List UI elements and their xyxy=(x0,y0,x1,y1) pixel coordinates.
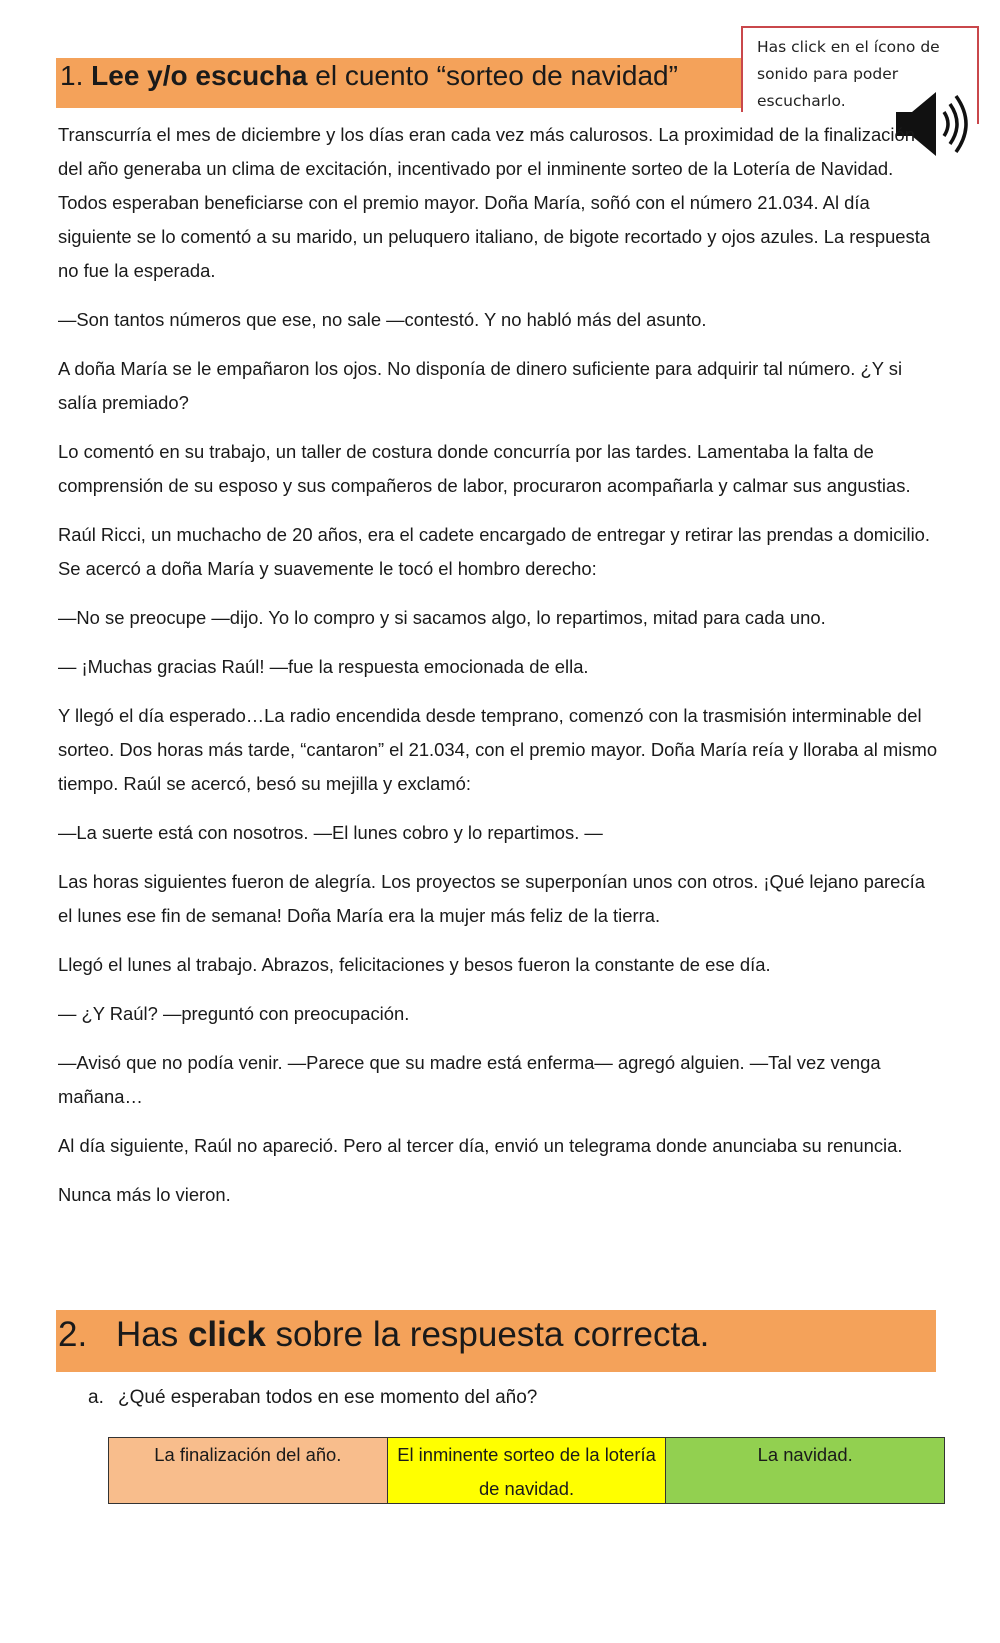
story-paragraph: Las horas siguientes fueron de alegría. Los proyectos se superponían unos con otros. ¡Qué lejano parecía el lunes ese fin de semana! Doña María era la mujer más feliz de la tierra. xyxy=(58,871,925,926)
story-paragraph: Llegó el lunes al trabajo. Abrazos, felicitaciones y besos fueron la constante de ese día. xyxy=(58,954,771,975)
story-paragraph: Nunca más lo vieron. xyxy=(58,1184,231,1205)
story-paragraph: A doña María se le empañaron los ojos. No disponía de dinero suficiente para adquirir tal número. ¿Y si salía premiado? xyxy=(58,358,903,413)
question-label: a. xyxy=(88,1387,104,1408)
section1-title-rest: el cuento “sorteo de navidad” xyxy=(315,60,678,91)
answer-option-2[interactable]: El inminente sorteo de la lotería de navidad. xyxy=(387,1438,666,1503)
question-a xyxy=(88,1384,537,1412)
note-line: Has click en el ícono de xyxy=(757,38,940,56)
story-paragraph: —La suerte está con nosotros. —El lunes cobro y lo repartimos. — xyxy=(58,822,603,843)
story-paragraph: Raúl Ricci, un muchacho de 20 años, era el cadete encargado de entregar y retirar las prendas a domicilio. Se acercó a doña María y suavemente le tocó el hombro derecho: xyxy=(58,524,931,579)
story-paragraph: —No se preocupe —dijo. Yo lo compro y si sacamos algo, lo repartimos, mitad para cada uno. xyxy=(58,607,826,628)
note-line: escucharlo. xyxy=(757,92,846,110)
section2-number: 2. xyxy=(58,1315,88,1354)
section2-title xyxy=(58,1310,709,1360)
story-paragraph: Y llegó el día esperado…La radio encendida desde temprano, comenzó con la trasmisión interminable del sorteo. Dos horas más tarde, “cantaron” el 21.034, con el premio mayor. Doña María reía y lloraba al mismo tiempo. Raúl se acercó, besó su mejilla y exclamó: xyxy=(58,705,938,794)
section2-title-bold: click xyxy=(187,1315,266,1354)
section1-title xyxy=(60,56,678,96)
story-paragraph: — ¡Muchas gracias Raúl! —fue la respuesta emocionada de ella. xyxy=(58,656,589,677)
answer-options xyxy=(108,1437,945,1504)
section1-title-bold: Lee y/o escucha xyxy=(91,60,308,91)
story-paragraph: Lo comentó en su trabajo, un taller de costura donde concurría por las tardes. Lamentaba la falta de comprensión de su esposo y sus compañeros de labor, procuraron acompañarla y calmar sus angustias. xyxy=(58,441,911,496)
answer-option-1[interactable]: La finalización del año. xyxy=(109,1438,387,1503)
story-paragraph: Al día siguiente, Raúl no apareció. Pero al tercer día, envió un telegrama donde anunciaba su renuncia. xyxy=(58,1135,903,1156)
note-line: sonido para poder xyxy=(757,65,899,83)
story-paragraph: Transcurría el mes de diciembre y los días eran cada vez más calurosos. La proximidad de la finalización del año generaba un clima de excitación, incentivado por el inminente sorteo de la Lotería de Navidad. Todos esperaban beneficiarse con el premio mayor. Doña María, soñó con el número 21.034. Al día siguiente se lo comentó a su marido, un peluquero italiano, de bigote recortado y ojos azules. La respuesta no fue la esperada. xyxy=(58,124,931,281)
story-paragraph: —Son tantos números que ese, no sale —contestó. Y no habló más del asunto. xyxy=(58,309,707,330)
section1-number: 1. xyxy=(60,60,84,91)
section2-title-rest: sobre la respuesta correcta. xyxy=(265,1315,710,1354)
story-text xyxy=(58,118,938,1227)
story-paragraph: —Avisó que no podía venir. —Parece que su madre está enferma— agregó alguien. —Tal vez venga mañana… xyxy=(58,1052,881,1107)
answer-option-3[interactable]: La navidad. xyxy=(665,1438,944,1503)
question-text: ¿Qué esperaban todos en ese momento del año? xyxy=(118,1387,538,1408)
story-paragraph: — ¿Y Raúl? —preguntó con preocupación. xyxy=(58,1003,410,1024)
section2-title-pre: Has xyxy=(116,1315,188,1354)
